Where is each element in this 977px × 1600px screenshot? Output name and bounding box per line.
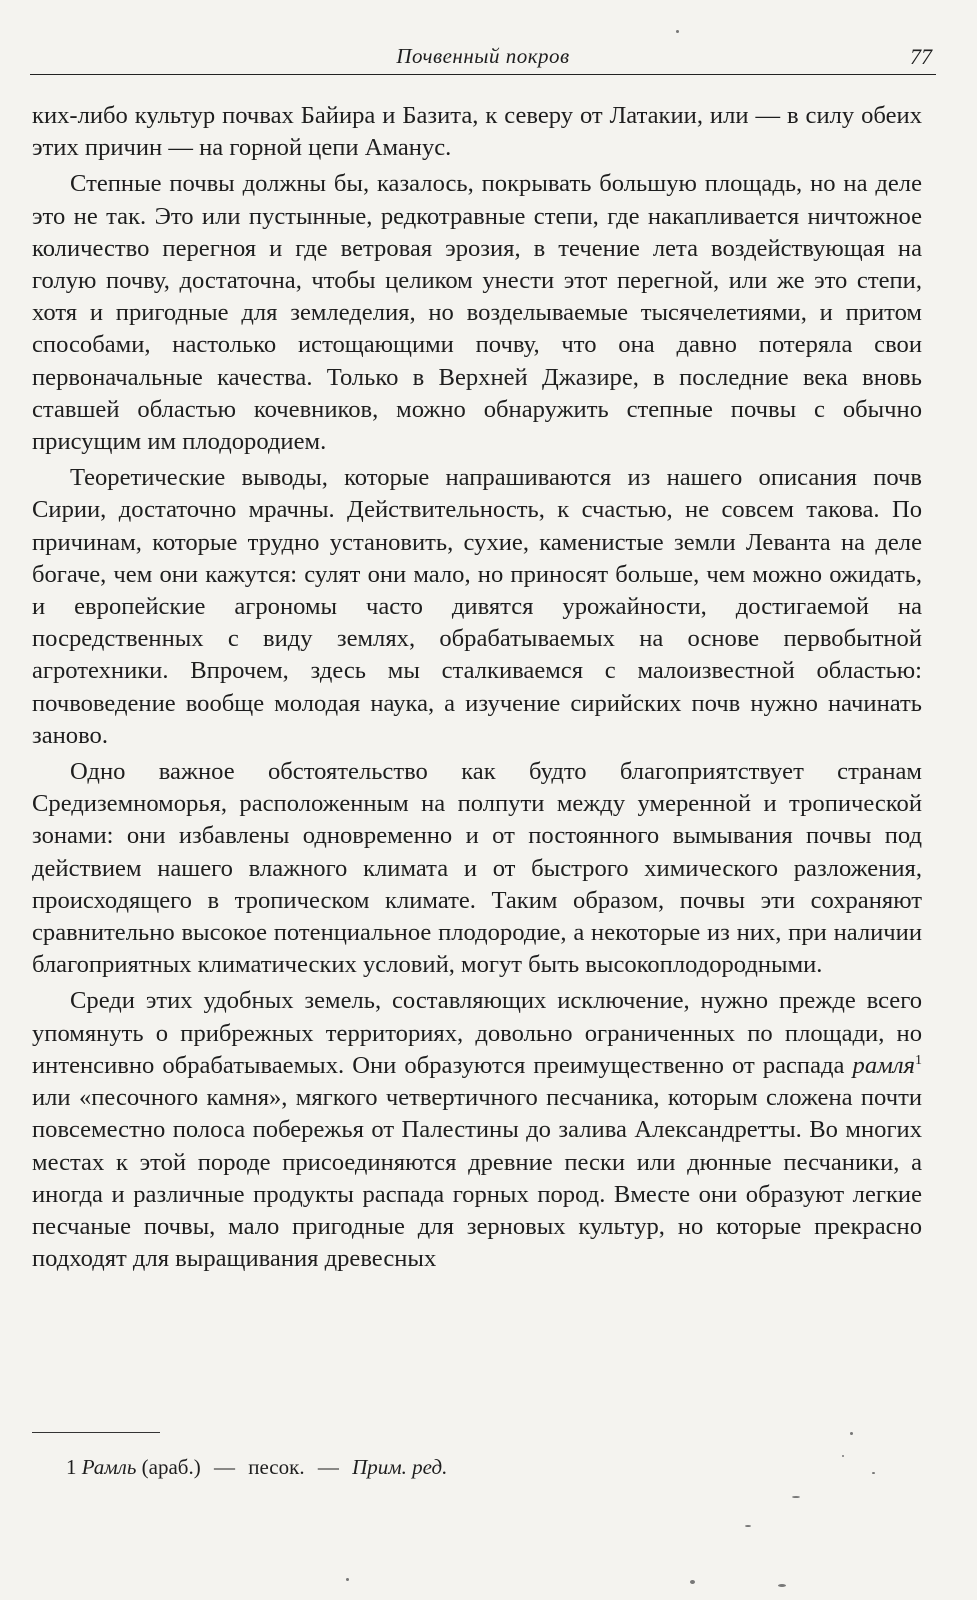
paragraph-5-start: Среди этих удобных земель, составляющих исключение, нужно прежде всего упомянуть о прибрежных территориях, довольно ограниченных по площади, но интенсивно обрабатываемых. Они образуются преимущественно от распада	[32, 987, 922, 1079]
running-title: Почвенный покров	[396, 44, 570, 68]
scan-speck	[842, 1455, 844, 1457]
footnote-origin: (араб.)	[141, 1455, 201, 1479]
paragraph-3: Теоретические выводы, которые напрашиваются из нашего описания почв Сирии, достаточно мрачны. Действительность, к счастью, не совсем такова. По причинам, которые трудно установить, сухие, каменистые земли Леванта на деле богаче, чем они кажутся: сулят они мало, но приносят больше, чем можно ожидать, и европейские агрономы часто дивятся урожайности, достигаемой на посредственных с виду землях, обрабатываемых на основе первобытной агротехники. Впрочем, здесь мы сталкиваемся с малоизвестной областью: почвоведение вообще молодая наука, а изучение сирийских почв нужно начинать заново.	[32, 464, 922, 749]
footnote-editor-note: Прим. ред.	[352, 1455, 448, 1479]
scan-speck	[690, 1580, 695, 1584]
footnote-reference[interactable]: 1	[915, 1052, 922, 1068]
paragraph-4: Одно важное обстоятельство как будто благоприятствует странам Средиземноморья, расположенным на полпути между умеренной и тропической зонами: они избавлены одновременно и от постоянного вымывания почвы под действием нашего влажного климата и от быстрого химического разложения, происходящего в тропическом климате. Таким образом, почвы эти сохраняют сравнительно высокое потенциальное плодородие, а некоторые из них, при наличии благоприятных климатических условий, могут быть высокоплодородными.	[32, 758, 922, 979]
scan-speck	[778, 1584, 786, 1587]
footnote-marker: 1	[66, 1455, 77, 1479]
paragraph-5-end: или «песочного камня», мягкого четвертичного песчаника, которым сложена почти повсеместно полоса побережья от Палестины до залива Александретты. Во многих местах к этой породе присоединяются древние пески или дюнные песчаники, а иногда и различные продукты распада горных пород. Вместе они образуют легкие песчаные почвы, мало пригодные для зерновых культур, но которые прекрасно подходят для выращивания древесных	[32, 1084, 922, 1273]
scan-speck	[676, 30, 679, 33]
footnote-dash-1: —	[213, 1455, 235, 1479]
footnote-term: Рамль	[81, 1455, 137, 1479]
paragraph-2: Степные почвы должны бы, казалось, покрывать большую площадь, но на деле это не так. Это или пустынные, редкотравные степи, где накапливается ничтожное количество перегноя и где ветровая эрозия, в течение лета воздействующая на голую почву, достаточна, чтобы целиком унести этот перегной, или же это степи, хотя и пригодные для земледелия, но возделываемые тысячелетиями, и притом способами, настолько истощающими почву, что она давно потеряла свои первоначальные качества. Только в Верхней Джазире, в последние века вновь ставшей областью кочевников, можно обнаружить степные почвы с обычно присущим им плодородием.	[32, 170, 922, 456]
term-ramlya: рамля	[852, 1051, 915, 1079]
page-number: 77	[910, 44, 932, 69]
scan-speck	[850, 1432, 853, 1435]
footnote	[66, 1455, 447, 1480]
paragraph-5	[32, 985, 922, 1275]
scan-speck	[745, 1525, 751, 1527]
scan-speck	[872, 1472, 875, 1474]
running-header	[30, 44, 936, 75]
scan-speck	[346, 1578, 349, 1581]
scan-speck	[792, 1496, 800, 1498]
paragraph-1: ких-либо культур почвах Байира и Базита, к северу от Латакии, или — в силу обеих этих причин — на горной цепи Аманус.	[32, 102, 922, 162]
footnote-dash-2: —	[317, 1455, 339, 1479]
footnote-divider	[32, 1432, 160, 1433]
footnote-meaning: песок.	[248, 1455, 305, 1479]
page-body	[32, 100, 922, 1275]
